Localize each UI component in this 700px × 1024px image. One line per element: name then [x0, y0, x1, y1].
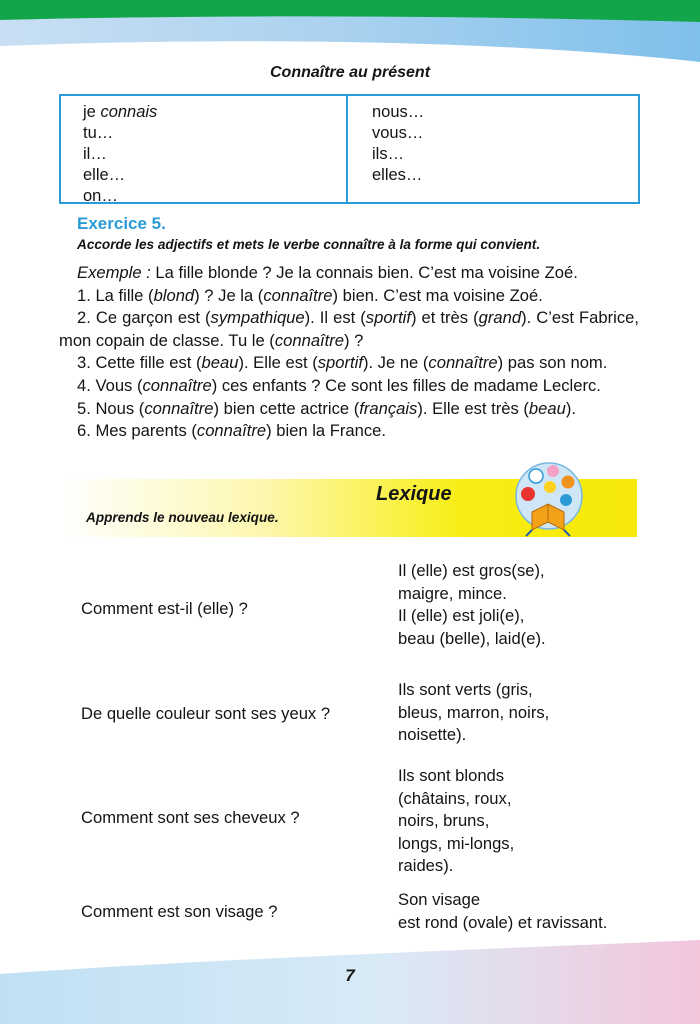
exercise-instruction: Accorde les adjectifs et mets le verbe connaître à la forme qui convient.: [77, 237, 541, 252]
exercise-body: [59, 262, 639, 443]
lexique-question: Comment est-il (elle) ?: [81, 599, 248, 618]
table-divider: [346, 96, 348, 202]
answer-line: Il (elle) est joli(e),: [398, 606, 525, 626]
answer-line: raides).: [398, 856, 454, 876]
conj-row-ils: ils…: [372, 145, 405, 163]
conjugation-title: Connaître au présent: [269, 64, 431, 81]
answer-line: longs, mi-longs,: [398, 833, 515, 853]
answer-line: noisette).: [398, 725, 467, 745]
answer-line: bleus, marron, noirs,: [398, 702, 550, 722]
conj-row-nous: nous…: [372, 103, 425, 121]
answer-line: Ils sont blonds: [398, 766, 505, 785]
answer-line: noirs, bruns,: [398, 811, 490, 831]
exercise-title: Exercice 5.: [77, 214, 166, 233]
alphabet-book-icon: [506, 460, 592, 538]
conj-row-je: je connais: [83, 103, 158, 121]
answer-line: Ils sont verts (gris,: [398, 680, 533, 699]
lexique-question: Comment est son visage ?: [81, 902, 278, 921]
conjugation-singular: [83, 102, 157, 207]
exercise-example: Exemple : La fille blonde ? Je la connais bien. C’est ma voisine Zoé.: [77, 263, 578, 282]
conj-row-il: il…: [83, 145, 107, 163]
lexique-answer: [398, 679, 549, 747]
exercise-item: 3. Cette fille est (beau). Elle est (sportif). Je ne (connaître) pas son nom.: [77, 353, 608, 373]
exercise-item: 6. Mes parents (connaître) bien la France.: [77, 421, 386, 441]
lexique-question: De quelle couleur sont ses yeux ?: [81, 704, 331, 723]
answer-line: (châtains, roux,: [398, 788, 512, 808]
conj-row-on: on…: [83, 187, 118, 205]
conjugation-table: [59, 94, 640, 204]
lexique-answer: [398, 560, 546, 650]
page-number: 7: [345, 966, 355, 985]
answer-line: est rond (ovale) et ravissant.: [398, 912, 608, 932]
conj-row-elle: elle…: [83, 166, 126, 184]
conjugation-plural: [372, 102, 424, 186]
conj-row-tu: tu…: [83, 124, 114, 142]
top-decorative-band: [0, 0, 700, 70]
conj-row-elles: elles…: [372, 166, 423, 184]
answer-line: Son visage: [398, 890, 481, 909]
answer-line: Il (elle) est gros(se),: [398, 561, 545, 580]
exercise-item: 5. Nous (connaître) bien cette actrice (français). Elle est très (beau).: [77, 398, 576, 418]
exercise-item: 1. La fille (blond) ? Je la (connaître) bien. C’est ma voisine Zoé.: [77, 285, 543, 305]
exercise-item: 2. Ce garçon est (sympathique). Il est (sportif) et très (grand). C’est Fabrice, mon copain de classe. Tu le (connaître) ?: [59, 308, 639, 350]
lexique-answer: [398, 889, 607, 934]
answer-line: beau (belle), laid(e).: [398, 628, 546, 648]
exercise-item: 4. Vous (connaître) ces enfants ? Ce sont les filles de madame Leclerc.: [77, 375, 601, 395]
answer-line: maigre, mince.: [398, 583, 507, 603]
lexique-question: Comment sont ses cheveux ?: [81, 808, 300, 827]
lexique-instruction: Apprends le nouveau lexique.: [86, 510, 279, 525]
lexique-answer: [398, 765, 514, 878]
lexique-title: Lexique: [376, 483, 452, 505]
conj-row-vous: vous…: [372, 124, 424, 142]
